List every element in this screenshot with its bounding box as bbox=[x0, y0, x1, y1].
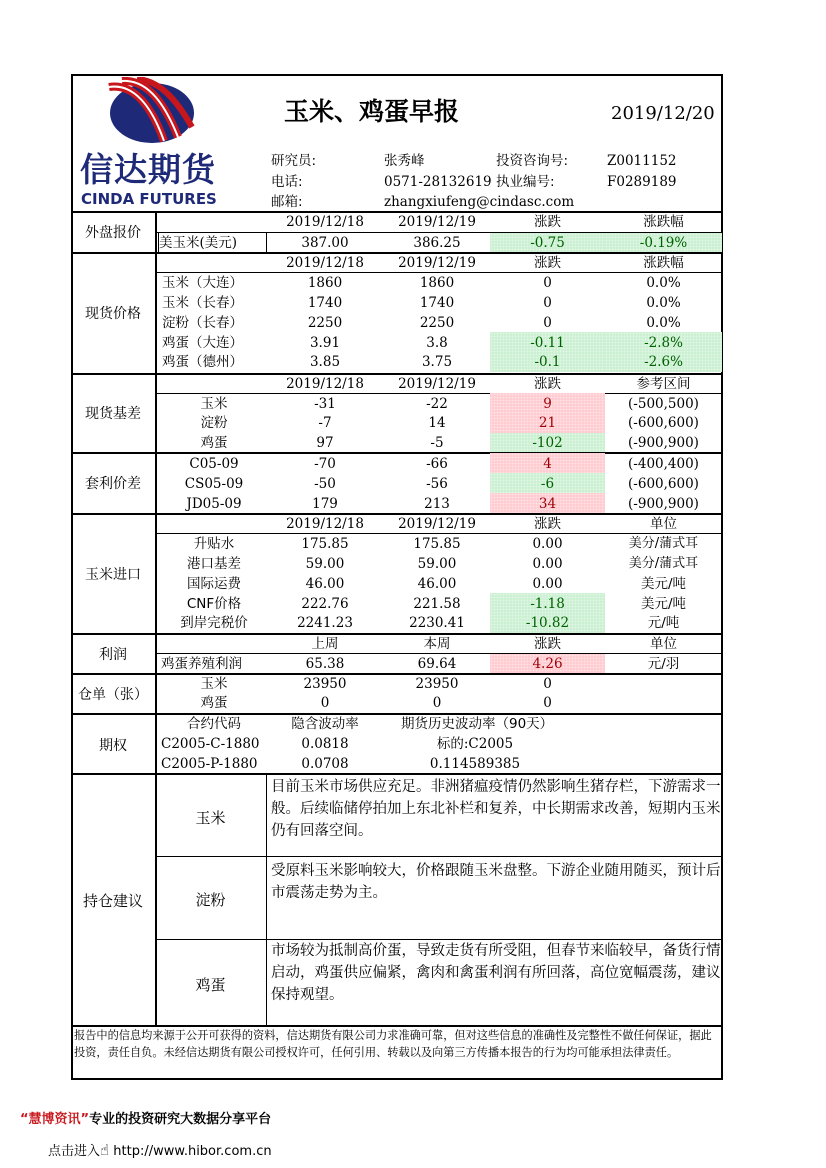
advisor-no: Z0011152 bbox=[607, 153, 677, 169]
divider bbox=[158, 233, 159, 252]
watermark-line1 bbox=[20, 1110, 271, 1130]
section-label-options: 期权 bbox=[99, 738, 127, 754]
row-label: 鸡蛋（德州） bbox=[162, 354, 243, 370]
cell: 21 bbox=[538, 415, 557, 431]
cell: 213 bbox=[424, 496, 450, 512]
row-label: 鸡蛋（大连） bbox=[162, 335, 243, 351]
cell: -0.1 bbox=[534, 354, 561, 370]
section-label-import: 玉米进口 bbox=[85, 567, 141, 583]
cell: (-600,600) bbox=[628, 415, 699, 431]
cell: 美分/蒲式耳 bbox=[628, 536, 699, 551]
cell: 9 bbox=[543, 396, 552, 412]
row-label: 鸡蛋 bbox=[200, 695, 228, 711]
divider bbox=[155, 856, 723, 857]
cell: 0 bbox=[543, 295, 552, 311]
section-label-basis: 现货基差 bbox=[85, 406, 141, 422]
col-header: 2019/12/18 bbox=[286, 376, 364, 392]
cell: 标的:C2005 bbox=[436, 736, 514, 752]
cell: 34 bbox=[538, 496, 557, 512]
cell: -22 bbox=[426, 396, 448, 412]
cell: 元/羽 bbox=[647, 656, 680, 672]
license-label: 执业编号: bbox=[496, 174, 555, 190]
col-header: 2019/12/18 bbox=[286, 516, 364, 532]
cell: -50 bbox=[314, 476, 336, 492]
cell: 4 bbox=[543, 456, 552, 472]
cell: -2.6% bbox=[644, 354, 683, 370]
row-label: C2005-P-1880 bbox=[161, 756, 258, 772]
col-header: 2019/12/18 bbox=[286, 255, 364, 271]
col-header: 涨跌 bbox=[534, 636, 561, 652]
report-date: 2019/12/20 bbox=[611, 103, 715, 124]
col-header: 涨跌幅 bbox=[643, 255, 684, 271]
section-label-foreign: 外盘报价 bbox=[85, 225, 141, 241]
researcher-label: 研究员: bbox=[271, 153, 317, 169]
cell: -0.11 bbox=[530, 335, 565, 351]
row-label: 玉米（长春） bbox=[162, 295, 243, 311]
col-header: 单位 bbox=[650, 516, 677, 532]
row-label: JD05-09 bbox=[186, 496, 242, 512]
cell: 175.85 bbox=[301, 536, 349, 552]
cell: 元/吨 bbox=[647, 615, 680, 631]
license-no: F0289189 bbox=[607, 174, 677, 190]
cell: 23950 bbox=[303, 676, 347, 692]
cell: 221.58 bbox=[413, 596, 461, 612]
col-header: 涨跌 bbox=[534, 376, 561, 392]
cell: 1860 bbox=[419, 275, 455, 291]
cell: -10.82 bbox=[525, 615, 570, 631]
cell: -66 bbox=[426, 456, 448, 472]
col-header: 涨跌 bbox=[534, 255, 561, 271]
row-label: 到岸完税价 bbox=[180, 615, 248, 631]
cell: 4.26 bbox=[532, 656, 563, 672]
cell: (-900,900) bbox=[628, 496, 699, 512]
cell: 0.0% bbox=[646, 275, 681, 291]
section-label-spot: 现货价格 bbox=[85, 306, 141, 322]
watermark-enter-text: 点击进入 bbox=[48, 1144, 101, 1159]
row-label: 鸡蛋养殖利润 bbox=[161, 656, 242, 672]
cell: -31 bbox=[314, 396, 336, 412]
col-header: 2019/12/19 bbox=[398, 516, 476, 532]
col-header: 2019/12/19 bbox=[398, 255, 476, 271]
cell: 0.00 bbox=[532, 576, 563, 592]
row-label: 淀粉（长春） bbox=[162, 315, 243, 331]
cell: -70 bbox=[314, 456, 336, 472]
cell: 2250 bbox=[419, 315, 455, 331]
col-header: 涨跌幅 bbox=[643, 214, 684, 230]
row-label: 升贴水 bbox=[193, 536, 235, 552]
cell: 3.91 bbox=[309, 335, 341, 351]
cell: -56 bbox=[426, 476, 448, 492]
cell: 2250 bbox=[307, 315, 343, 331]
row-label: 玉米 bbox=[200, 676, 228, 692]
watermark-line2[interactable] bbox=[48, 1140, 272, 1162]
cell: 175.85 bbox=[413, 536, 461, 552]
cell: 1860 bbox=[307, 275, 343, 291]
cell: 46.00 bbox=[417, 576, 457, 592]
row-label: 鸡蛋 bbox=[200, 435, 228, 451]
row-label: 淀粉 bbox=[200, 415, 228, 431]
cell: 3.85 bbox=[309, 354, 341, 370]
cell: -5 bbox=[430, 435, 444, 451]
cell: 3.75 bbox=[421, 354, 453, 370]
row-label: C2005-C-1880 bbox=[161, 736, 260, 752]
cell: 222.76 bbox=[301, 596, 349, 612]
row-label: 国际运费 bbox=[187, 576, 241, 592]
cell: (-600,600) bbox=[628, 476, 699, 492]
cell: 美分/蒲式耳 bbox=[628, 556, 699, 571]
cell: 97 bbox=[316, 435, 334, 451]
cell: 69.64 bbox=[417, 656, 457, 672]
cell: (-900,900) bbox=[628, 435, 699, 451]
row-label: CS05-09 bbox=[184, 476, 244, 492]
cell: -0.75 bbox=[530, 235, 565, 251]
cell: 0 bbox=[543, 275, 552, 291]
cell: 0.0818 bbox=[301, 736, 349, 752]
row-label: 玉米（大连） bbox=[162, 275, 243, 291]
cell: 1740 bbox=[307, 295, 343, 311]
researcher-name: 张秀峰 bbox=[384, 153, 425, 169]
col-header: 单位 bbox=[650, 636, 677, 652]
cell: 59.00 bbox=[417, 556, 457, 572]
col-header: 涨跌 bbox=[534, 516, 561, 532]
col-header: 参考区间 bbox=[636, 376, 691, 392]
section-label-arb: 套利价差 bbox=[85, 476, 141, 492]
cell: -0.19% bbox=[639, 235, 688, 251]
cell: 0.0708 bbox=[301, 756, 349, 772]
hand-pointer-icon: ☝ bbox=[100, 1141, 110, 1159]
section-label-profit: 利润 bbox=[99, 647, 127, 663]
col-header: 2019/12/18 bbox=[286, 214, 364, 230]
advice-item-name: 玉米 bbox=[195, 809, 226, 827]
row-label: 美玉米(美元) bbox=[159, 235, 238, 251]
logo-cn-text: 信达期货 bbox=[80, 150, 216, 189]
col-header: 2019/12/19 bbox=[398, 376, 476, 392]
cell: 59.00 bbox=[305, 556, 345, 572]
cell: 0 bbox=[320, 695, 330, 711]
row-label: 港口基差 bbox=[187, 556, 241, 572]
cell: (-400,400) bbox=[628, 456, 699, 472]
watermark-url[interactable]: http://www.hibor.com.cn bbox=[113, 1144, 272, 1159]
cell: -2.8% bbox=[644, 335, 683, 351]
cell: 0.00 bbox=[532, 556, 563, 572]
cell: 0.00 bbox=[532, 536, 563, 552]
cell: 65.38 bbox=[305, 656, 345, 672]
cell: 0 bbox=[543, 676, 552, 692]
cell: 2230.41 bbox=[409, 615, 465, 631]
cell: 0.0% bbox=[646, 295, 681, 311]
cell: 3.8 bbox=[426, 335, 448, 351]
cell: 0 bbox=[543, 315, 552, 331]
cell: -7 bbox=[318, 415, 332, 431]
col-header: 本周 bbox=[423, 636, 451, 652]
disclaimer: 报告中的信息均来源于公开可获得的资料，信达期货有限公司力求准确可靠，但对这些信息的准确性及完整性不做任何保证，据此投资，责任自负。未经信达期货有限公司授权许可，任何引用、转载以及向第三方传播本报告的行为均可能承担法律责任。 bbox=[74, 1029, 712, 1059]
cell: -102 bbox=[532, 435, 563, 451]
cell: 美元/吨 bbox=[640, 596, 687, 612]
row-label: C05-09 bbox=[189, 456, 239, 472]
row-label: CNF价格 bbox=[186, 596, 242, 612]
email-label: 邮箱: bbox=[271, 194, 303, 210]
cell: 386.25 bbox=[413, 235, 461, 251]
advice-item-text: 目前玉米市场供应充足。非洲猪瘟疫情仍然影响生猪存栏，下游需求一般。后续临储停拍加上东北补栏和复养，中长期需求改善，短期内玉米仍有回落空间。 bbox=[271, 779, 721, 839]
divider bbox=[266, 773, 267, 1025]
col-header: 2019/12/19 bbox=[398, 214, 476, 230]
phone-number: 0571-28132619 bbox=[384, 174, 492, 190]
col-header: 涨跌 bbox=[534, 214, 561, 230]
cell: 0.0% bbox=[646, 315, 681, 331]
cell: 46.00 bbox=[305, 576, 345, 592]
section-label-warehouse: 仓单（张） bbox=[78, 687, 148, 703]
cell: 0.114589385 bbox=[429, 756, 521, 772]
cell: 0 bbox=[543, 695, 552, 711]
cell: 23950 bbox=[415, 676, 459, 692]
cell: 14 bbox=[428, 415, 446, 431]
col-header: 合约代码 bbox=[187, 716, 241, 732]
cell: -1.18 bbox=[530, 596, 565, 612]
advice-item-text: 市场较为抵制高价蛋，导致走货有所受阻，但春节来临较早，备货行情启动，鸡蛋供应偏紧，禽肉和禽蛋利润有所回落，高位宽幅震荡，建议保持观望。 bbox=[271, 943, 721, 1003]
section-label-advice: 持仓建议 bbox=[82, 892, 143, 910]
row-label: 玉米 bbox=[200, 396, 228, 412]
advice-item-text: 受原料玉米影响较大，价格跟随玉米盘整。下游企业随用随买，预计后市震荡走势为主。 bbox=[271, 863, 721, 901]
cell: 179 bbox=[312, 496, 338, 512]
advice-item-name: 淀粉 bbox=[195, 891, 226, 909]
cinda-logo-icon bbox=[104, 77, 199, 145]
col-header: 上周 bbox=[311, 636, 339, 652]
col-header: 期货历史波动率（90天） bbox=[401, 716, 554, 732]
logo-en-text: CINDA FUTURES bbox=[81, 190, 217, 208]
col-header: 隐含波动率 bbox=[291, 716, 359, 732]
phone-label: 电话: bbox=[271, 174, 303, 190]
cell: (-500,500) bbox=[628, 396, 699, 412]
cell: 387.00 bbox=[301, 235, 349, 251]
advice-item-name: 鸡蛋 bbox=[195, 976, 226, 994]
watermark-tagline: 专业的投资研究大数据分享平台 bbox=[89, 1112, 272, 1127]
page-title: 玉米、鸡蛋早报 bbox=[284, 97, 460, 126]
cell: 美元/吨 bbox=[640, 576, 687, 592]
cell: 1740 bbox=[419, 295, 455, 311]
cell: -6 bbox=[540, 476, 555, 492]
email-link[interactable]: zhangxiufeng@cindasc.com bbox=[384, 194, 575, 210]
watermark-brand: “慧博资讯” bbox=[20, 1112, 90, 1127]
cell: 0 bbox=[432, 695, 442, 711]
advisor-label: 投资咨询号: bbox=[496, 153, 569, 169]
cell: 2241.23 bbox=[297, 615, 353, 631]
